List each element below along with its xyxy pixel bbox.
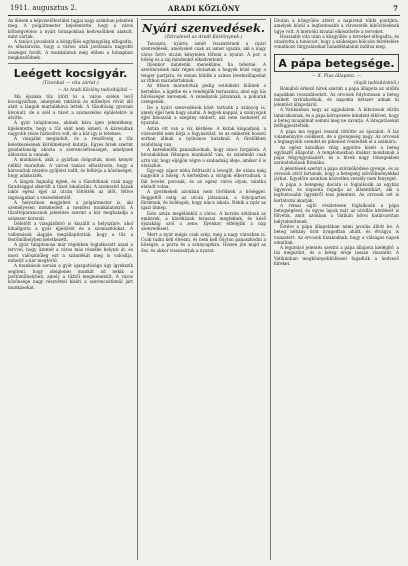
masthead (8, 3, 400, 16)
article-title: Leégett kocsigyár. (13, 67, 128, 81)
article-dateline: (Saját tudósítónktól.) (354, 79, 399, 85)
paragraph: A gyár tulajdonosa már régebben foglalkozott azzal a tervvel, hogy üzemét a város más részébe helyezi át, és most valószínűleg ezt a szándékát meg is valósítja, mihelyt a kár megtérül. (8, 242, 133, 264)
paragraph: Mert a nyár mégis csak szép, még a nagy városban is. Csak tudni kell élvezni, és nem kell folyton panaszkodni a hőségre, a porra és a szúnyogokra. Hiszen jön majd az ősz, és akkor visszasírjuk a nyarat. (141, 231, 266, 253)
paragraph: A munkások, akik a gyárban dolgoztak, most kenyér nélkül maradtak. A városi tanács elhatározta, hogy a károsultak részére gyűjtést indít, és felhívja a közönséget, hogy adakozzék. (8, 157, 133, 179)
paragraph: De a nyári szenvedések közé tartozik a szúnyog is, amely éjjel nem hagy aludni. A legyek nappal, a szúnyogok éjjel kínozzák a szegény embert, aki nem mehetett el nyaralni. (141, 104, 266, 126)
issue-date: 1911. augusztus 2. (10, 4, 78, 12)
paragraph: Ma éjszaka tűz ütött ki a város szélén levő kocsigyárban, amelynek raktárai és műhelyei rövid idő alatt a lángok martalékává lettek. A tűzoltóság gyorsan kivonult, de a szél a tüzet a szomszédos épületekre is átvitte. (8, 93, 133, 121)
article-title: A pápa betegsége. (278, 56, 395, 70)
paragraph: Estére a pápa állapotában némi javulás állott be. A beteg néhány órát nyugodtan aludt, és étvágya is visszatért. Az orvosok bizakodnak, hogy a válságos napok elmúltak. (274, 224, 399, 245)
paragraph: A pápa ma reggel rosszul töltötte az éjszakát. A láz valamennyire csökkent, de a gyengeség nagy. Az orvosok a legnagyobb csendet és pihenést rendelték el a számára. (274, 128, 399, 145)
column-right (274, 18, 399, 562)
paragraph: Tavaszra, nyárra ismét visszatérnek a nyári szenvedések, amelyeket csak az ismer igazán, aki a nagy város forró utcáin kénytelen tölteni a nyarat. A por, a hőség és a zaj mindenkit elkedvetlenít. (141, 41, 266, 62)
column-rule (137, 18, 138, 560)
paragraph: A Vatikánban nagy az aggodalom. A bíborosok sűrűn tanácskoznak, és a pápa környezete mindent elkövet, hogy a beteg nyugalmát semmi meg ne zavarja. A látogatásokat felfüggesztették. (274, 107, 399, 129)
article-title-box (274, 54, 399, 72)
article-subtitle: (Tárcalevél az Aradi Közlönynek.) (164, 35, 243, 40)
paragraph: Rómából érkező hírek szerint a pápa állapota az utóbbi napokban rosszabbodott. Az orvosok folytonosan a beteg mellett tartózkodnak, és naponta kétszer adnak ki jelentést állapotáról. (274, 86, 399, 108)
paragraph: Ilyenkor mindenki menekülne, ha tehetné. A szerencsések már régen elutaztak a hegyek közé vagy a tenger partjára, és onnan küldik a színes levelezőlapokat az itthon maradottaknak. (141, 62, 266, 84)
paragraph: Az itthon maradottak pedig esténként kiülnek a kertekbe, a ligetbe és a vendéglők terraszára, ahol egy kis hűvösséget keresnek. A zenekarok játszanak, a poharak csengenek. (141, 83, 266, 105)
paragraph: A tanács javaslatát a közgyűlés egyhangúlag elfogadta, és elhatározta, hogy a városi utak javítására nagyobb összeget fordít. A munkálatok még ebben a hónapban megkezdődnek. (8, 39, 133, 61)
paragraph: Az ülésen a képviselőtestület tagjai nagy számban jelentek meg. A polgármester bejelentette, hogy a város költségvetése a nyári hónapokban kedvezőbben alakult, mint várták. (8, 18, 133, 39)
article-subtitle: (Tizenhat — vita zárlat.) (42, 81, 99, 87)
paragraph: A jelentések szerint a pápa szívműködése gyenge, és az orvosok attól tartanak, hogy a betegség szövődményekkel járhat. Egyelőre azonban közvetlen veszély nem fenyeget. (274, 165, 399, 182)
paragraph: Este aztán megélénkül a város. A korzón sétálnak az emberek, a kávéházak teraszai megtelnek, és késő éjszakáig szól a zene. Ilyenkor elfelejtik a nap szenvedéseit. (141, 210, 266, 232)
column-rule (270, 18, 271, 560)
page-number: 7 (393, 4, 398, 13)
paragraph: Egy-egy zápor néha felfrissíti a levegőt, de utána még nagyobb a hőség. A kertekben a virágok elhervadnak, a fák levelei porosak, és az egész város olyan, mintha elaludt volna. (141, 168, 266, 190)
column-middle (141, 18, 266, 562)
article-dateline: — Az Aradi Közlöny tudósítójától — (57, 87, 133, 93)
paragraph: A római sajtó részletesen foglalkozik a pápa betegségével, és egyes lapok már az utódlás kérdését is fölvetik, amit azonban a Vatikán körei határozottan helytelenítenek. (274, 202, 399, 224)
divider (8, 63, 133, 64)
paragraph: Ezután a közgyűlés áttért a napirend többi pontjára, amelyek közül a legfontosabb a vízvezeték kibővítésének ügye volt. A mérnöki hivatal elkészítette a terveket. (274, 18, 399, 34)
paragraph: Hosszabb vita után a közgyűlés a terveket elfogadta, és utasította a tanácsot, hogy a szükséges kölcsön felvételére vonatkozó tárgyalásokat haladéktalanul indítsa meg. (274, 33, 399, 50)
paragraph: A gyermekek azonban nem törődnek a hőséggel. Reggeltől estig az utcán játszanak, a folyóparton fürdenek, és boldogok, hogy nincs iskola. Nekik a nyár az igazi ünnep. (141, 189, 266, 211)
newspaper-title: ARADI KÖZLÖNY (168, 4, 240, 13)
paragraph: A legutolsó jelentés szerint a pápa állapota kielégítő, a láz megszűnt, és a beteg ereje lassan visszatér. A Vatikánban megkönnyebbüléssel fogadták a kedvező híreket. (274, 245, 399, 267)
article-title: Nyári szenvedések. (142, 21, 265, 35)
paragraph: A helyszínen megjelent a polgármester is, aki személyesen intézkedett a mentési munkálatokról. A tűzoltóparancsnok jelentése szerint a kár meghaladja a százezer koronát. (8, 199, 133, 221)
paragraph: A pápa a betegség dacára is foglalkozik az egyház ügyeivel, és naponta fogadja az államtitkárt, aki a legfontosabb ügyekről tesz jelentést. Az orvosok ezt is korlátozni akarják. (274, 181, 399, 203)
article-subtitle: — X. Pius állapota. — (311, 73, 362, 79)
paragraph: Délelőtt a vizsgálóbíró is kiszállt a helyszínre, ahol kihallgatta a gyár éjjeliőrét és a szomszédokat. A vallomások alapján megállapították, hogy a tűz a festőműhelyben keletkezett. (8, 221, 133, 242)
paragraph: A kereskedők panaszkodnak, hogy nincs forgalom. A hivatalokban félnapos munkaidő van, és mindenki csak arra vár, hogy eljöjjön végre a szabadság ideje, amikor ő is elutazhat. (141, 146, 266, 168)
paragraph: A vizsgálat megindult, és a rendőrség a tűz keletkezésének körülményeit kutatja. Egyes hírek szerint gondatlanság okozta a szerencsétlenséget, amelynek áldozatai is vannak. (8, 136, 133, 158)
column-left (8, 18, 133, 562)
paragraph: Az egész katolikus világ aggódva kíséri a beteg egyházfő állapotát. A templomokban imákat mondanak a pápa felgyógyulásáért, és a hívek nagy tömegekben zarándokolnak Rómába. (274, 144, 399, 166)
paragraph: A gyár tulajdonosa, akinek kára igen jelentékeny, kijelentette, hogy a tűz okát nem ismeri. A károsultak nagyobb része biztosítva volt, de a kár így is tetemes. (8, 120, 133, 136)
paragraph: Aztán ott van a víz kérdése. A kutak kiapadnak, a vízvezeték nem bírja a fogyasztást, és az emberek hosszú sorban állnak a nyilvános kutaknál. A fürdőkben zsúfoltság van. (141, 125, 266, 147)
paragraph: A munkások sorsán a gyár igazgatósága úgy igyekszik segíteni, hogy ideiglenes munkát ad nekik a javítóműhelyben, amely a tűztől megmenekült. A város közönsége nagy részvéttel kíséri a szerencsétlenül járt munkásokat. (8, 263, 133, 290)
paragraph: A lángok hajnalig égtek, és a tűzoltóknak csak nagy fáradsággal sikerült a tüzet lokalizálni. A szomszéd házak lakói egész éjjel az utcán töltötték az időt, féltve ingóságaikat a veszedelemtől. (8, 178, 133, 200)
